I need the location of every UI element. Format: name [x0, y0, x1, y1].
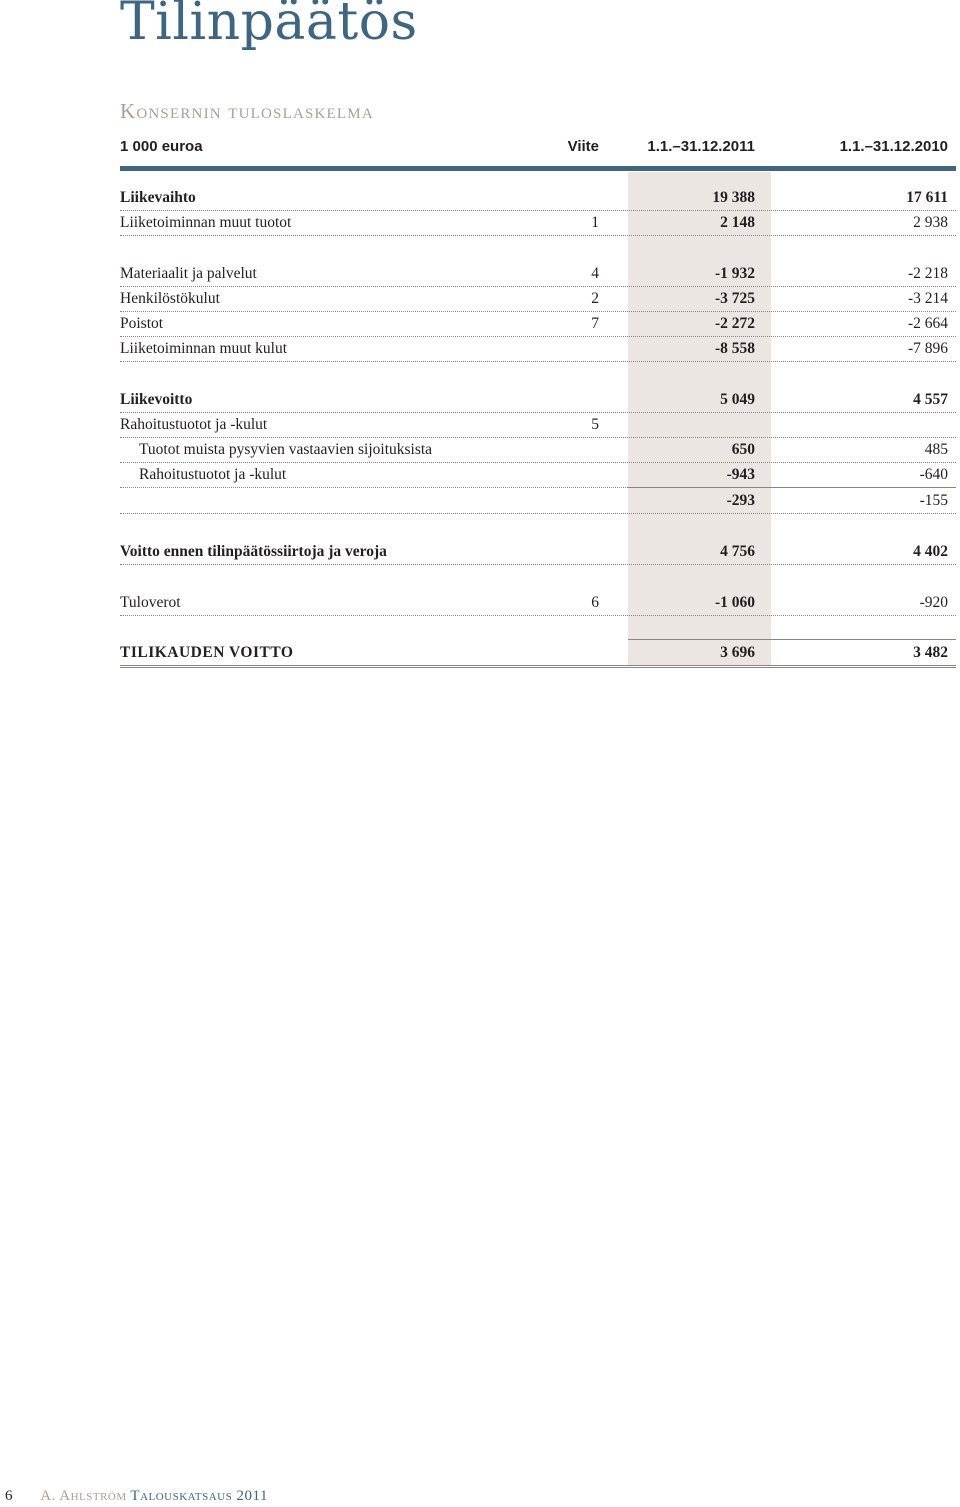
table-row — [120, 462, 956, 488]
table-row — [120, 590, 956, 616]
row-note: 1 — [591, 214, 599, 231]
header-rule — [120, 166, 956, 171]
row-previous-value: 3 482 — [913, 644, 948, 661]
row-current-value: -1 060 — [714, 594, 755, 611]
row-label: Liiketoiminnan muut tuotot — [120, 214, 292, 231]
row-label: Tuloverot — [120, 594, 181, 611]
row-previous-value: -7 896 — [907, 340, 948, 357]
table-row — [120, 387, 956, 413]
row-current-value: 650 — [731, 441, 755, 458]
row-note: 7 — [591, 315, 599, 332]
table-row — [120, 210, 956, 236]
row-current-value: 5 049 — [720, 391, 755, 408]
row-current-value: -1 932 — [714, 265, 755, 282]
row-current-value: 4 756 — [720, 543, 755, 560]
row-label: Henkilöstökulut — [120, 290, 220, 307]
row-current-value: 19 388 — [712, 189, 755, 206]
table-row — [120, 286, 956, 312]
row-previous-value: -640 — [919, 466, 948, 483]
row-label: Liiketoiminnan muut kulut — [120, 340, 288, 357]
row-previous-value: -155 — [919, 492, 948, 509]
row-previous-value: -920 — [919, 594, 948, 611]
footer-report-title: Talouskatsaus 2011 — [130, 1488, 268, 1504]
row-previous-value: -2 218 — [907, 265, 948, 282]
table-row — [120, 336, 956, 362]
table-header — [120, 132, 956, 168]
note-header: Viite — [567, 138, 599, 155]
table-row-total — [120, 640, 956, 668]
table-row — [120, 185, 956, 211]
row-label: Voitto ennen tilinpäätössiirtoja ja veroja — [120, 543, 387, 560]
table-row — [120, 488, 956, 514]
table-row — [120, 539, 956, 565]
row-label: Liikevaihto — [120, 189, 196, 206]
row-previous-value: 4 557 — [913, 391, 948, 408]
previous-period-header: 1.1.–31.12.2010 — [839, 138, 948, 155]
row-label: Tuotot muista pysyvien vastaavien sijoituksista — [139, 441, 433, 458]
page-footer — [5, 1488, 268, 1505]
page-title: Tilinpäätös — [120, 0, 418, 52]
row-previous-value: 4 402 — [913, 543, 948, 560]
row-label: Liikevoitto — [120, 391, 193, 408]
table-row — [120, 311, 956, 337]
row-current-value: -943 — [726, 466, 755, 483]
row-note: 6 — [591, 594, 599, 611]
row-current-value: 2 148 — [720, 214, 755, 231]
row-current-value: -293 — [726, 492, 755, 509]
row-previous-value: 2 938 — [913, 214, 948, 231]
row-previous-value: 485 — [924, 441, 948, 458]
row-note: 4 — [591, 265, 599, 282]
table-row — [120, 261, 956, 287]
footer-company: A. Ahlström — [40, 1488, 127, 1504]
row-label: Materiaalit ja palvelut — [120, 265, 257, 282]
row-label: TILIKAUDEN VOITTO — [120, 644, 294, 661]
table-row — [120, 437, 956, 463]
row-label: Poistot — [120, 315, 164, 332]
row-previous-value: 17 611 — [906, 189, 948, 206]
unit-header: 1 000 euroa — [120, 138, 203, 155]
row-previous-value: -2 664 — [907, 315, 948, 332]
page-number: 6 — [5, 1488, 13, 1504]
row-current-value: -8 558 — [714, 340, 755, 357]
row-label: Rahoitustuotot ja -kulut — [139, 466, 287, 483]
row-note: 2 — [591, 290, 599, 307]
row-label: Rahoitustuotot ja -kulut — [120, 416, 268, 433]
row-current-value: -2 272 — [714, 315, 755, 332]
row-note: 5 — [591, 416, 599, 433]
row-current-value: -3 725 — [714, 290, 755, 307]
section-title: Konsernin tuloslaskelma — [120, 99, 374, 123]
row-previous-value: -3 214 — [907, 290, 948, 307]
table-row — [120, 412, 956, 438]
current-period-header: 1.1.–31.12.2011 — [647, 138, 755, 155]
row-current-value: 3 696 — [720, 644, 755, 661]
